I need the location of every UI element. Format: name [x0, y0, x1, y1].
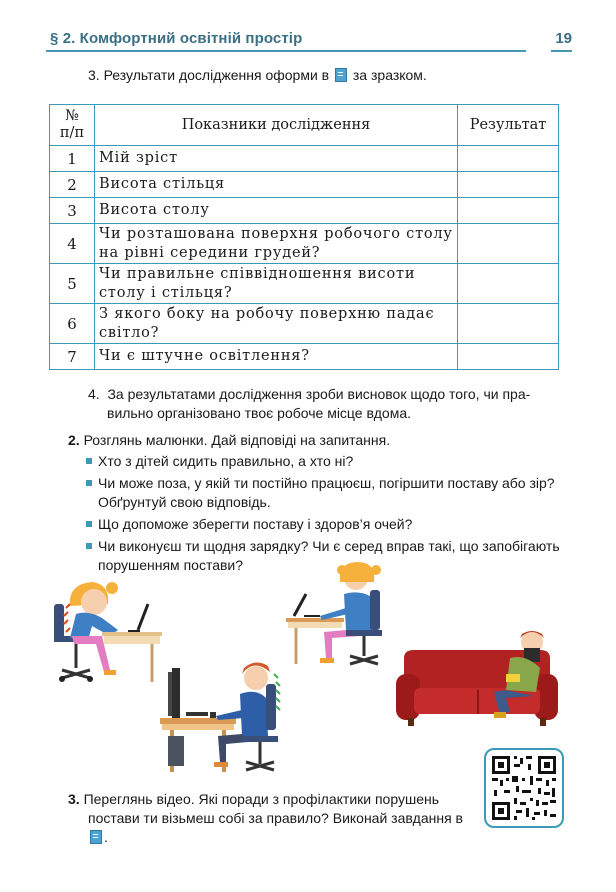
table-header-row	[50, 105, 559, 146]
task-3-text-before: Результати дослідження оформи в	[103, 67, 330, 83]
exercise-2-text: Розглянь малюнки. Дай відповіді на запитання.	[83, 432, 391, 448]
row-indicator: Чи правильне співвідношення висоти столу і стільця?	[95, 264, 458, 304]
question-item: Чи виконуєш ти щодня зарядку? Чи є серед вправ такі, що запобігають порушенням постави?	[86, 537, 564, 575]
task-4	[88, 385, 560, 423]
task-4-number: 4.	[88, 386, 100, 402]
row-number: 5	[50, 264, 95, 304]
row-number: 4	[50, 224, 95, 264]
task-3	[88, 66, 427, 85]
row-result-cell[interactable]	[458, 146, 559, 172]
girl-sitting-correctly-illustration	[284, 560, 384, 670]
row-indicator: Висота столу	[95, 198, 458, 224]
question-item: Чи може поза, у якій ти постійно працюєш, погіршити поставу або зір? Обґрунтуй свою відповідь.	[86, 474, 564, 512]
header-divider	[46, 50, 526, 52]
table-row	[50, 198, 559, 224]
header-indicator: Показники дослідження	[95, 105, 458, 146]
question-item: Що допоможе зберегти поставу і здоров’я очей?	[86, 515, 564, 534]
exercise-3: 3. Переглянь відео. Які поради з профілактики порушень постави ти візьмеш собі за правило? Виконай завдання в .	[68, 791, 463, 845]
qr-code-frame[interactable]	[484, 748, 564, 828]
table-row	[50, 224, 559, 264]
section-title: § 2. Комфортний освітній простір	[50, 30, 303, 47]
exercise-3-line-1: Переглянь відео. Які поради з профілактики порушень	[83, 791, 440, 807]
table-row	[50, 344, 559, 370]
row-number: 7	[50, 344, 95, 370]
table-row	[50, 304, 559, 344]
boy-at-computer-illustration	[158, 654, 286, 774]
row-result-cell[interactable]	[458, 224, 559, 264]
exercise-3-line-2: постави ти візьмеш собі за правило? Виконай завдання в	[88, 810, 463, 826]
child-on-sofa-illustration	[394, 628, 560, 732]
question-item: Хто з дітей сидить правильно, а хто ні?	[86, 452, 564, 471]
page-header	[46, 30, 572, 52]
row-result-cell[interactable]	[458, 304, 559, 344]
task-4-line-1: За результатами дослідження зроби висновок щодо того, чи пра-	[107, 386, 531, 402]
row-number: 1	[50, 146, 95, 172]
row-indicator: Чи є штучне освітлення?	[95, 344, 458, 370]
header-result: Результат	[458, 105, 559, 146]
row-number: 6	[50, 304, 95, 344]
header-divider-right	[551, 50, 572, 52]
table-row	[50, 172, 559, 198]
task-3-text-after: за зразком.	[352, 67, 427, 83]
row-result-cell[interactable]	[458, 344, 559, 370]
research-table	[49, 104, 559, 370]
row-number: 3	[50, 198, 95, 224]
row-indicator: З якого боку на робочу поверхню падає світло?	[95, 304, 458, 344]
table-row	[50, 146, 559, 172]
row-result-cell[interactable]	[458, 264, 559, 304]
notebook-icon	[90, 830, 102, 844]
girl-sitting-incorrectly-illustration	[48, 574, 166, 686]
row-result-cell[interactable]	[458, 172, 559, 198]
qr-code-icon[interactable]	[486, 750, 562, 826]
row-result-cell[interactable]	[458, 198, 559, 224]
row-indicator: Мій зріст	[95, 146, 458, 172]
table-row	[50, 264, 559, 304]
task-3-number: 3.	[88, 67, 100, 83]
exercise-3-number: 3.	[68, 791, 80, 807]
header-num: № п/п	[50, 105, 95, 146]
exercise-2	[68, 431, 390, 450]
row-indicator: Чи розташована поверхня робочого столу на рівні середини грудей?	[95, 224, 458, 264]
task-4-line-2: вильно організовано твоє робоче місце вдома.	[107, 405, 412, 421]
notebook-icon	[335, 68, 347, 82]
row-number: 2	[50, 172, 95, 198]
row-indicator: Висота стільця	[95, 172, 458, 198]
page-number: 19	[555, 30, 572, 47]
exercise-2-number: 2.	[68, 432, 80, 448]
